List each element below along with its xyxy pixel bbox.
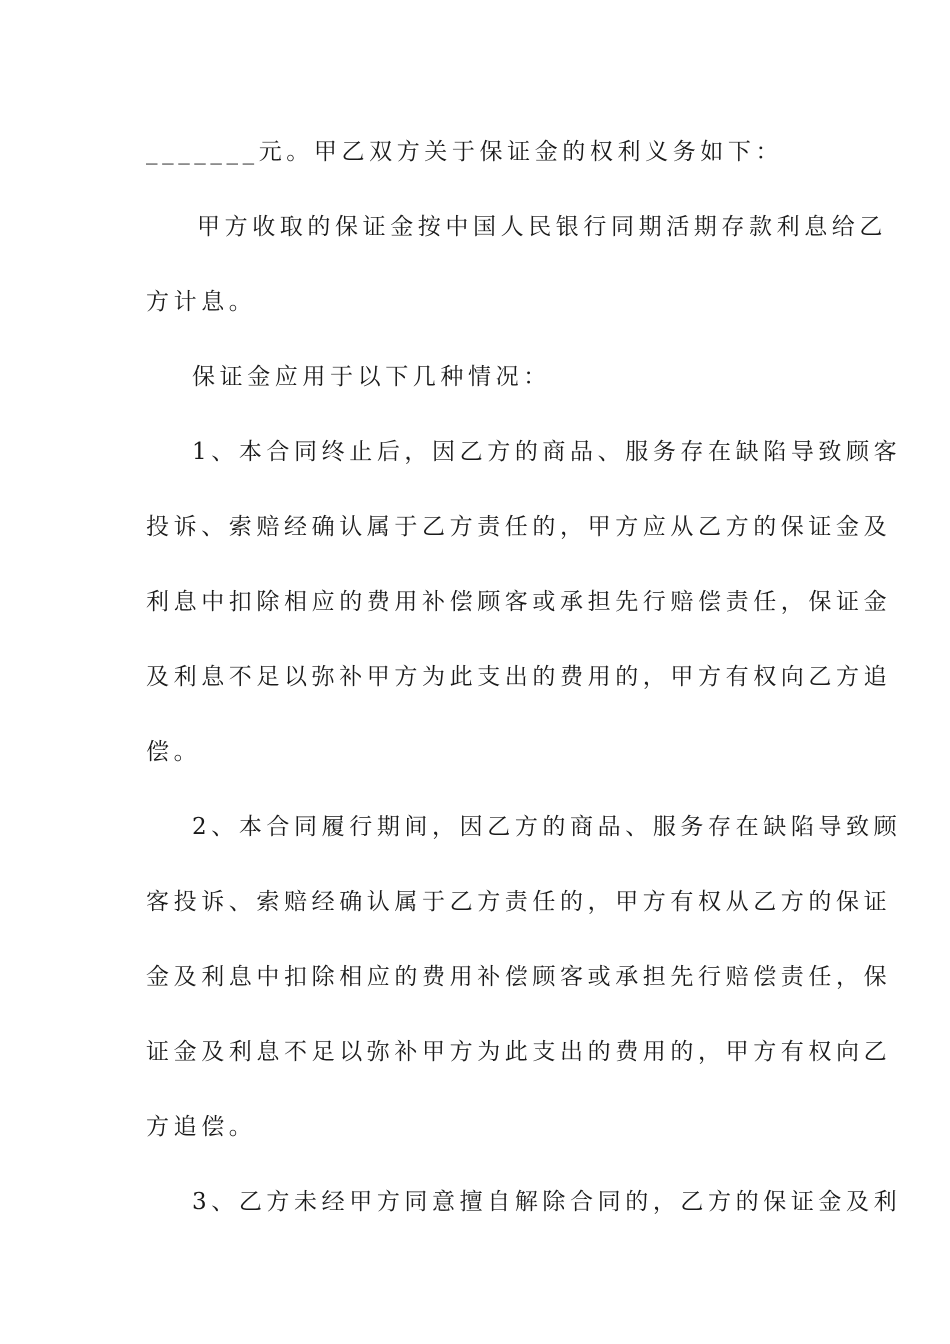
text-line-usage-heading: 保证金应用于以下几种情况： <box>192 364 551 390</box>
text-line-clause-2-cont: 证金及利息不足以弥补甲方为此支出的费用的，甲方有权向乙 <box>146 1039 892 1065</box>
text-line-clause-2-cont: 金及利息中扣除相应的费用补偿顾客或承担先行赔偿责任，保 <box>146 964 892 990</box>
text-line-clause-1-end: 偿。 <box>146 739 202 765</box>
text-line-clause-2-end: 方追偿。 <box>146 1114 257 1140</box>
text-line-clause-3: 3、乙方未经甲方同意擅自解除合同的，乙方的保证金及利 <box>192 1189 902 1215</box>
text-line-clause-1: 1、本合同终止后，因乙方的商品、服务存在缺陷导致顾客 <box>192 439 902 465</box>
text-line-clause-1-cont: 投诉、索赔经确认属于乙方责任的，甲方应从乙方的保证金及 <box>146 514 892 540</box>
text-line-clause-2: 2、本合同履行期间，因乙方的商品、服务存在缺陷导致顾 <box>192 814 902 840</box>
text-line-interest: 甲方收取的保证金按中国人民银行同期活期存款利息给乙 <box>197 214 887 240</box>
text-line-clause-2-cont: 客投诉、索赔经确认属于乙方责任的，甲方有权从乙方的保证 <box>146 889 892 915</box>
text-line-interest-cont: 方计息。 <box>146 289 257 315</box>
text-line-clause-1-cont: 利息中扣除相应的费用补偿顾客或承担先行赔偿责任，保证金 <box>146 589 892 615</box>
text-line-deposit-amount: _______元。甲乙双方关于保证金的权利义务如下： <box>146 139 784 165</box>
text-line-clause-1-cont: 及利息不足以弥补甲方为此支出的费用的，甲方有权向乙方追 <box>146 664 892 690</box>
